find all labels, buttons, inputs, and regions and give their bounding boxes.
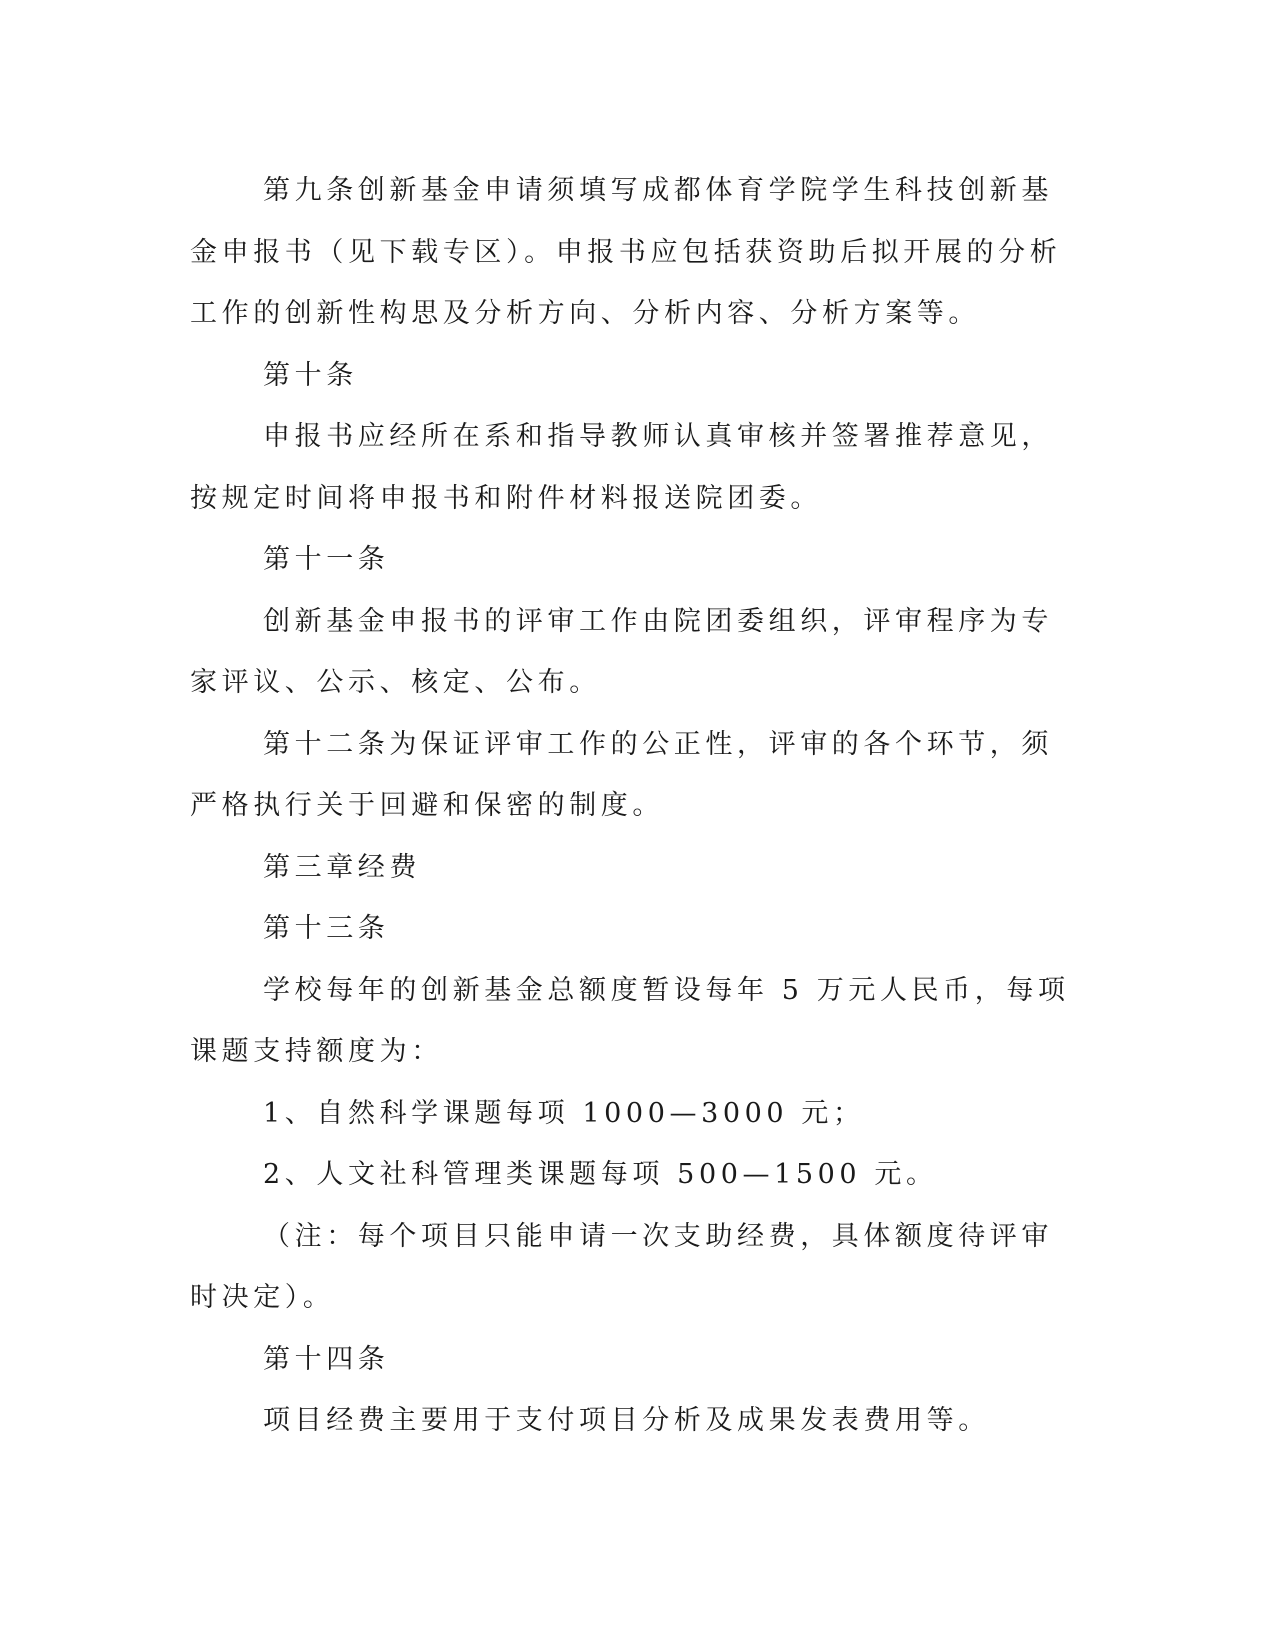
paragraph-article-14-body: 项目经费主要用于支付项目分析及成果发表费用等。 — [263, 1405, 990, 1436]
heading-article-14: 第十四条 — [263, 1343, 390, 1375]
heading-article-10: 第十条 — [263, 359, 358, 391]
paragraph-article-9: 第九条创新基金申请须填写成都体育学院学生科技创新基金申报书（见下载专区）。申报书应包括获资助后拟开展的分析工作的创新性构思及分析方向、分析内容、分析方案等。 — [190, 175, 1062, 329]
list-item-natural-science: 1、自然科学课题每项 1000—3000 元； — [263, 1097, 865, 1129]
heading-article-13: 第十三条 — [263, 913, 390, 944]
paragraph-article-12: 第十二条为保证评审工作的公正性，评审的各个环节，须严格执行关于回避和保密的制度。 — [190, 728, 1053, 821]
heading-chapter-3: 第三章经费 — [263, 851, 421, 883]
list-item-humanities: 2、人文社科管理类课题每项 500—1500 元。 — [263, 1159, 938, 1190]
paragraph-article-11-body: 创新基金申报书的评审工作由院团委组织，评审程序为专家评议、公示、核定、公布。 — [190, 605, 1053, 698]
document-body — [190, 160, 1070, 1452]
paragraph-article-13-body: 学校每年的创新基金总额度暂设每年 5 万元人民币，每项课题支持额度为： — [190, 974, 1070, 1067]
paragraph-note: （注：每个项目只能申请一次支助经费，具体额度待评审时决定）。 — [190, 1220, 1053, 1313]
heading-article-11: 第十一条 — [263, 544, 390, 575]
paragraph-article-10-body: 申报书应经所在系和指导教师认真审核并签署推荐意见，按规定时间将申报书和附件材料报送院团委。 — [190, 421, 1053, 514]
